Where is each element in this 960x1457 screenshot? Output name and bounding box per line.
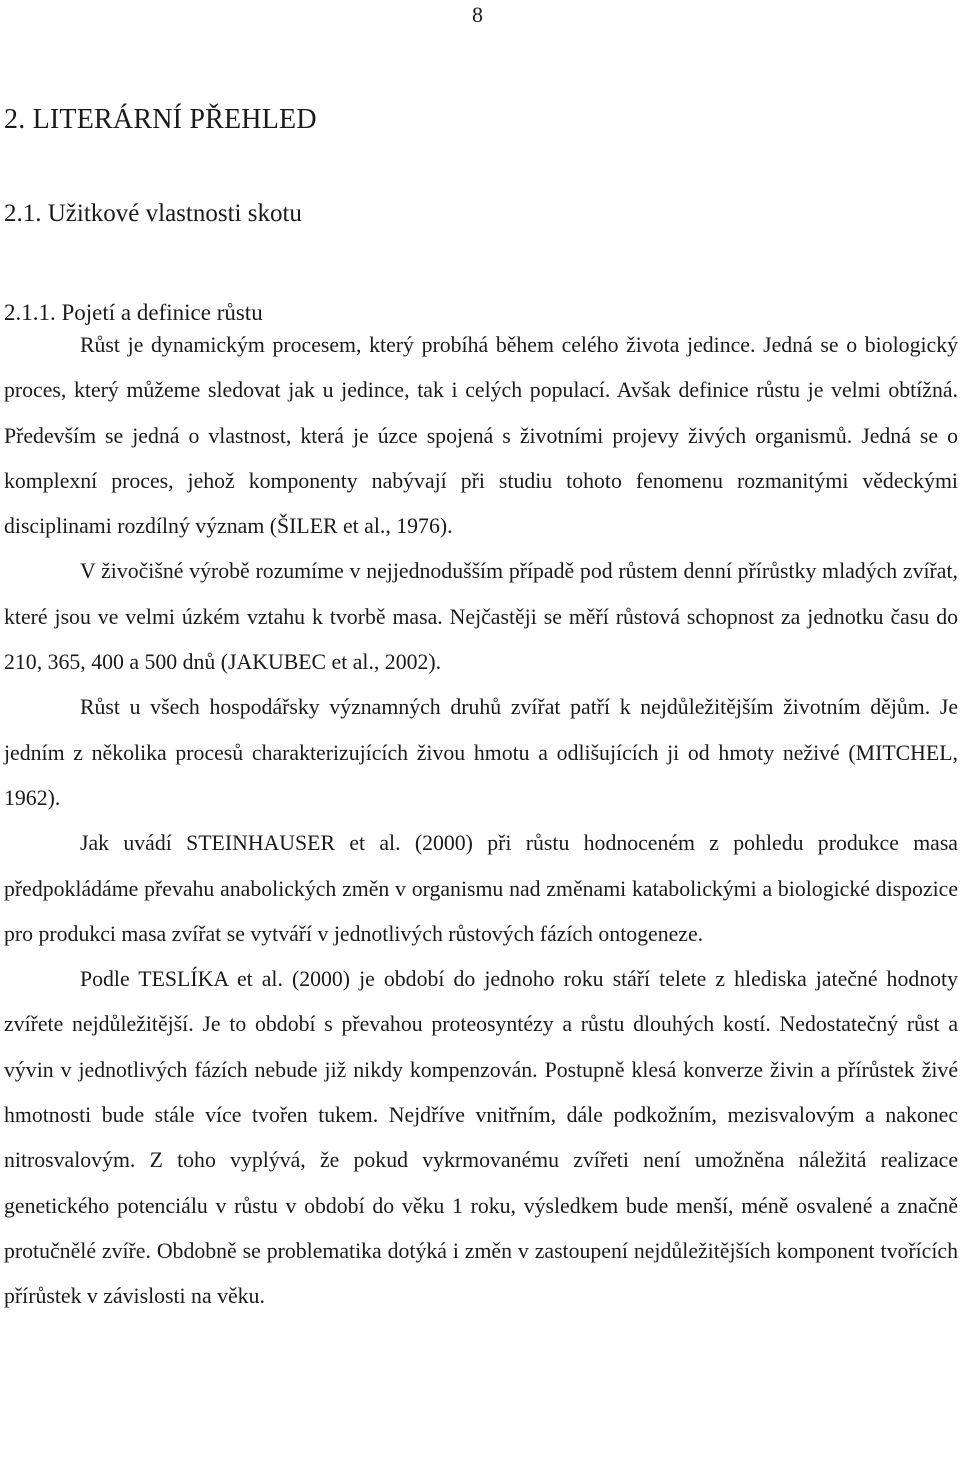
section-heading: 2.1. Užitkové vlastnosti skotu <box>4 200 302 227</box>
page-number: 8 <box>472 2 483 27</box>
paragraph: Růst u všech hospodářsky významných druhů zvířat patří k nejdůležitějším životním dějům. Je jedním z několika procesů charakterizujících živou hmotu a odlišujících ji od hmoty neživé (MITCHEL, 1962). <box>4 695 958 810</box>
paragraph: Podle TESLÍKA et al. (2000) je období do jednoho roku stáří telete z hlediska jatečné hodnoty zvířete nejdůležitější. Je to období s převahou proteosyntézy a růstu dlouhých kostí. Nedostatečný růst a vývin v jednotlivých fázích nebude již nikdy kompenzován. Postupně klesá konverze živin a přírůstek živé hmotnosti bude stále více tvořen tukem. Nejdříve vnitřním, dále podkožním, mezisvalovým a nakonec nitrosvalovým. Z toho vyplývá, že pokud vykrmovanému zvířeti není umožněna náležitá realizace genetického potenciálu v růstu v období do věku 1 roku, výsledkem bude menší, méně osvalené a značně protučnělé zvíře. Obdobně se problematika dotýká i změn v zastoupení nejdůležitějších komponent tvořících přírůstek v závislosti na věku. <box>4 967 958 1309</box>
subsection-heading: 2.1.1. Pojetí a definice růstu <box>4 300 263 325</box>
paragraph: Růst je dynamickým procesem, který probíhá během celého života jedince. Jedná se o biologický proces, který můžeme sledovat jak u jedince, tak i celých populací. Avšak definice růstu je velmi obtížná. Především se jedná o vlastnost, která je úzce spojená s životními projevy živých organismů. Jedná se o komplexní proces, jehož komponenty nabývají při studiu tohoto fenomenu rozmanitými vědeckými disciplinami rozdílný význam (ŠILER et al., 1976). <box>4 333 958 539</box>
body-text <box>4 323 958 1320</box>
paragraph: V živočišné výrobě rozumíme v nejjednodušším případě pod růstem denní přírůstky mladých zvířat, které jsou ve velmi úzkém vztahu k tvorbě masa. Nejčastěji se měří růstová schopnost za jednotku času do 210, 365, 400 a 500 dnů (JAKUBEC et al., 2002). <box>4 559 958 675</box>
chapter-heading: 2. LITERÁRNÍ PŘEHLED <box>4 104 317 135</box>
paragraph: Jak uvádí STEINHAUSER et al. (2000) při růstu hodnoceném z pohledu produkce masa předpokládáme převahu anabolických změn v organismu nad změnami katabolickými a biologické dispozice pro produkci masa zvířat se vytváří v jednotlivých růstových fázích ontogeneze. <box>4 831 958 946</box>
